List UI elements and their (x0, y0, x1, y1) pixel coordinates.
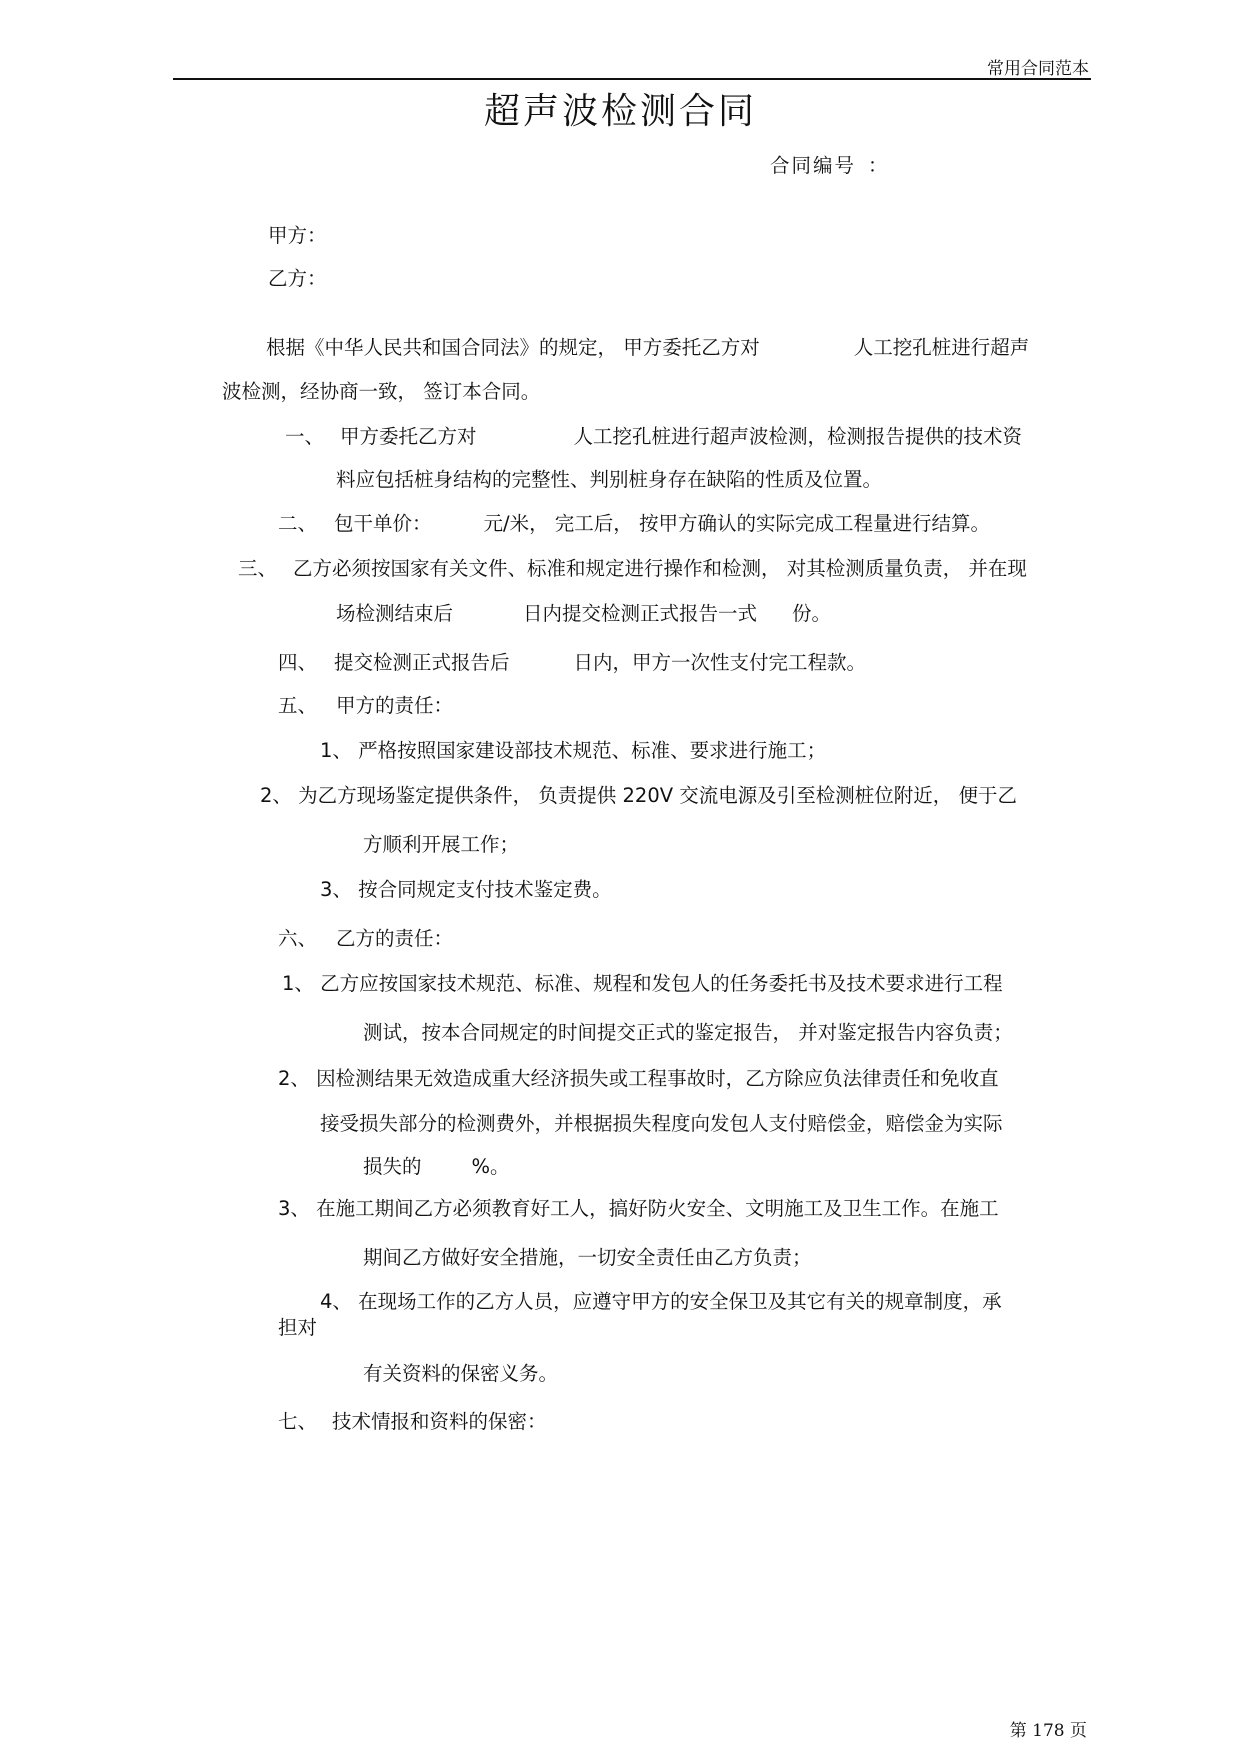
clause-3-text-c: 份。 (792, 602, 832, 625)
clause-5-title: 甲方的责任： (336, 694, 454, 717)
clause-5-item-2-line-2: 方顺利开展工作； (363, 833, 520, 856)
clause-5-number: 五、 (278, 694, 318, 717)
clause-4-text-b: 日内，甲方一次性支付完工程款。 (573, 651, 867, 674)
clause-6-item-2-text-a: 损失的 (363, 1155, 422, 1178)
clause-5-item-2: 2、 为乙方现场鉴定提供条件， 负责提供 220V 交流电源及引至检测桩位附近， 便于乙 (260, 784, 1017, 807)
clause-1-line-2: 料应包括桩身结构的完整性、判别桩身存在缺陷的性质及位置。 (336, 468, 883, 491)
clause-3-text-a: 场检测结束后 (336, 602, 454, 625)
header-label: 常用合同范本 (987, 59, 1089, 79)
clause-1-number: 一、 (285, 425, 325, 448)
clause-6-item-4: 4、 在现场工作的乙方人员，应遵守甲方的安全保卫及其它有关的规章制度，承 (320, 1290, 1002, 1313)
clause-5-item-1: 1、 严格按照国家建设部技术规范、标准、要求进行施工； (320, 739, 827, 762)
clause-3-line-1: 乙方必须按国家有关文件、标准和规定进行操作和检测， 对其检测质量负责， 并在现 (293, 557, 1027, 580)
clause-4-line-1 (334, 651, 866, 675)
clause-4-text-a: 提交检测正式报告后 (334, 651, 510, 674)
clause-6-item-2: 2、 因检测结果无效造成重大经济损失或工程事故时，乙方除应负法律责任和免收直 (278, 1067, 999, 1090)
header-divider (173, 78, 1091, 80)
clause-1-text-b: 人工挖孔桩进行超声波检测，检测报告提供的技术资 (573, 425, 1023, 448)
document-title: 超声波检测合同 (483, 91, 757, 132)
clause-2-label: 包干单价： (334, 512, 432, 535)
clause-6-item-2-line-3 (363, 1155, 510, 1179)
clause-6-item-1-line-2: 测试，按本合同规定的时间提交正式的鉴定报告， 并对鉴定报告内容负责； (363, 1021, 1013, 1044)
page-number: 第 178 页 (1009, 1721, 1087, 1741)
contract-number-colon: ： (868, 154, 890, 177)
clause-6-item-3-line-2: 期间乙方做好安全措施，一切安全责任由乙方负责； (363, 1246, 812, 1269)
clause-6-item-4-line-2: 有关资料的保密义务。 (363, 1362, 559, 1385)
party-a-label: 甲方： (268, 224, 327, 247)
clause-6-item-3: 3、 在施工期间乙方必须教育好工人，搞好防火安全、文明施工及卫生工作。在施工 (278, 1197, 999, 1220)
clause-2-line-1 (334, 512, 990, 536)
clause-2-text-b: 元/米， 完工后， 按甲方确认的实际完成工程量进行结算。 (483, 512, 990, 535)
intro-part-1: 根据《中华人民共和国合同法》的规定， 甲方委托乙方对 (266, 336, 760, 359)
clause-6-item-4-wrap: 担对 (278, 1316, 318, 1339)
clause-7-number: 七、 (278, 1410, 318, 1433)
clause-1-text-a: 甲方委托乙方对 (340, 425, 477, 448)
clause-3-line-2 (336, 602, 831, 626)
clause-7-title: 技术情报和资料的保密： (332, 1410, 547, 1433)
clause-3-text-b: 日内提交检测正式报告一式 (523, 602, 758, 625)
clause-6-item-1: 1、 乙方应按国家技术规范、标准、规程和发包人的任务委托书及技术要求进行工程 (282, 972, 1003, 995)
clause-6-number: 六、 (278, 927, 318, 950)
clause-6-item-2-text-b: %。 (471, 1155, 510, 1178)
clause-1-line-1 (340, 425, 1022, 449)
clause-4-number: 四、 (278, 651, 318, 674)
clause-5-item-3: 3、 按合同规定支付技术鉴定费。 (320, 878, 612, 901)
clause-2-number: 二、 (278, 512, 318, 535)
clause-6-title: 乙方的责任： (336, 927, 454, 950)
contract-number-label: 合同编号 (770, 154, 857, 177)
intro-part-2: 人工挖孔桩进行超声 (853, 336, 1030, 359)
party-b-label: 乙方： (268, 267, 327, 290)
intro-line-2: 波检测，经协商一致， 签订本合同。 (222, 380, 541, 403)
intro-line-1 (266, 336, 1029, 360)
contract-number (770, 150, 890, 178)
clause-6-item-2-line-2: 接受损失部分的检测费外，并根据损失程度向发包人支付赔偿金，赔偿金为实际 (320, 1112, 1003, 1135)
clause-3-number: 三、 (238, 557, 278, 580)
